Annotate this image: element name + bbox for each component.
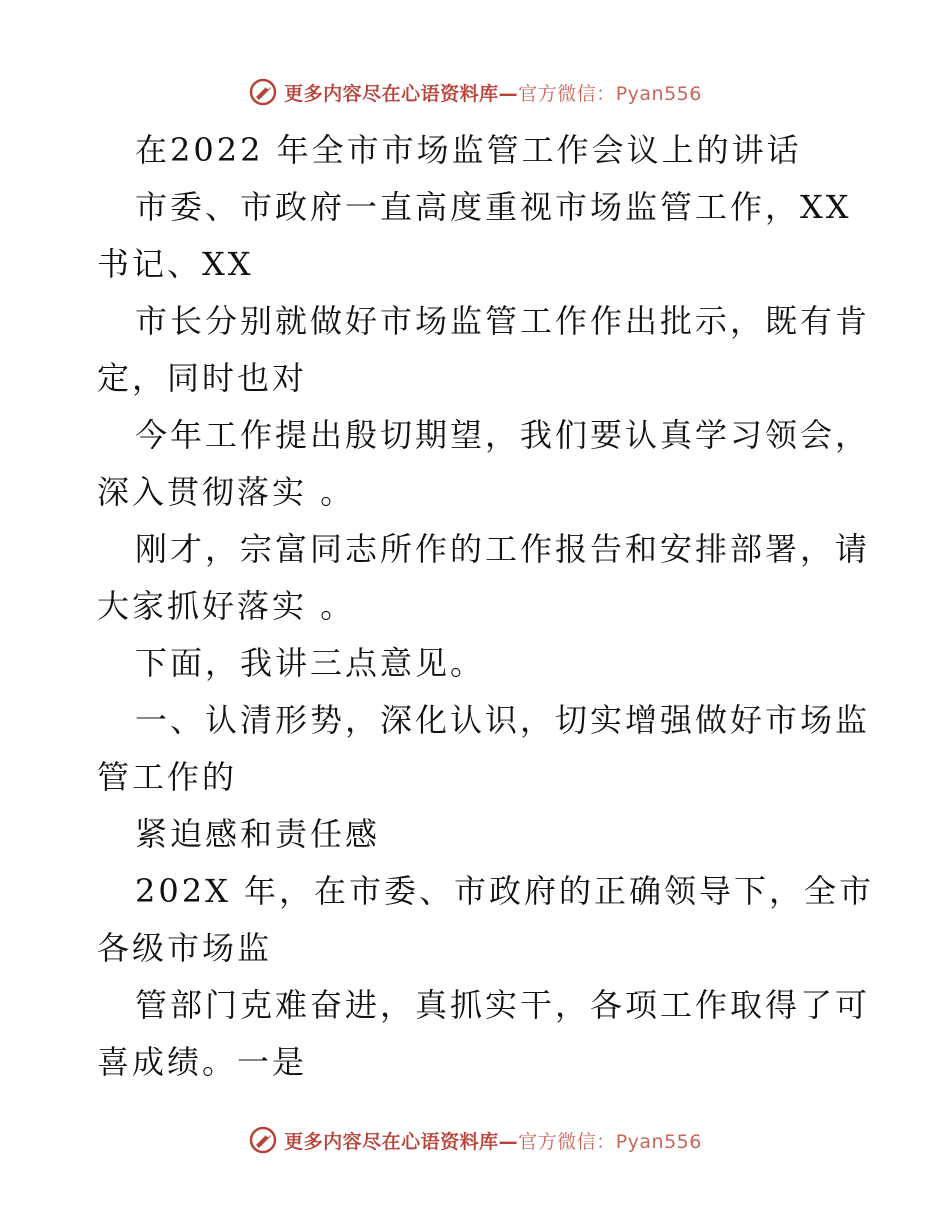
paragraph-line: 下面，我讲三点意见。 <box>135 644 486 682</box>
wechat-label: 官方微信： <box>518 82 616 105</box>
paragraph-line: 大家抓好落实 。 <box>97 587 356 625</box>
header-watermark-banner <box>0 72 950 112</box>
paragraph-line: 市委、市政府一直高度重视市场监管工作，XX <box>135 188 852 226</box>
paragraph-line: 深入贯彻落实 。 <box>97 473 356 511</box>
document-title: 在2022 年全市市场监管工作会议上的讲话 <box>135 131 802 169</box>
logo-icon <box>248 1125 278 1155</box>
paragraph-line: 今年工作提出殷切期望，我们要认真学习领会， <box>135 416 871 454</box>
paragraph-line: 市长分别就做好市场监管工作作出批示，既有肯 <box>135 302 871 340</box>
paragraph-line: 202X 年，在市委、市政府的正确领导下，全市 <box>135 872 875 910</box>
wechat-id: Pyan556 <box>615 1130 702 1153</box>
logo-icon <box>248 77 278 107</box>
wechat-label: 官方微信： <box>518 1130 616 1153</box>
banner-text: 更多内容尽在心语资料库— <box>284 1130 519 1153</box>
paragraph-line: 刚才，宗富同志所作的工作报告和安排部署，请 <box>135 530 871 568</box>
paragraph-line: 定，同时也对 <box>97 359 308 397</box>
paragraph-line: 书记、XX <box>97 245 254 283</box>
paragraph-line: 管部门克难奋进，真抓实干，各项工作取得了可 <box>135 986 871 1024</box>
document-body <box>97 122 875 1091</box>
section-heading-line: 管工作的 <box>97 758 238 796</box>
wechat-id: Pyan556 <box>615 82 702 105</box>
section-heading-line: 紧迫感和责任感 <box>135 815 381 853</box>
paragraph-line: 各级市场监 <box>97 929 273 967</box>
section-heading-line: 一、认清形势，深化认识，切实增强做好市场监 <box>135 701 871 739</box>
footer-watermark-banner <box>0 1120 950 1160</box>
paragraph-line: 喜成绩。一是 <box>97 1043 308 1081</box>
banner-text: 更多内容尽在心语资料库— <box>284 82 519 105</box>
